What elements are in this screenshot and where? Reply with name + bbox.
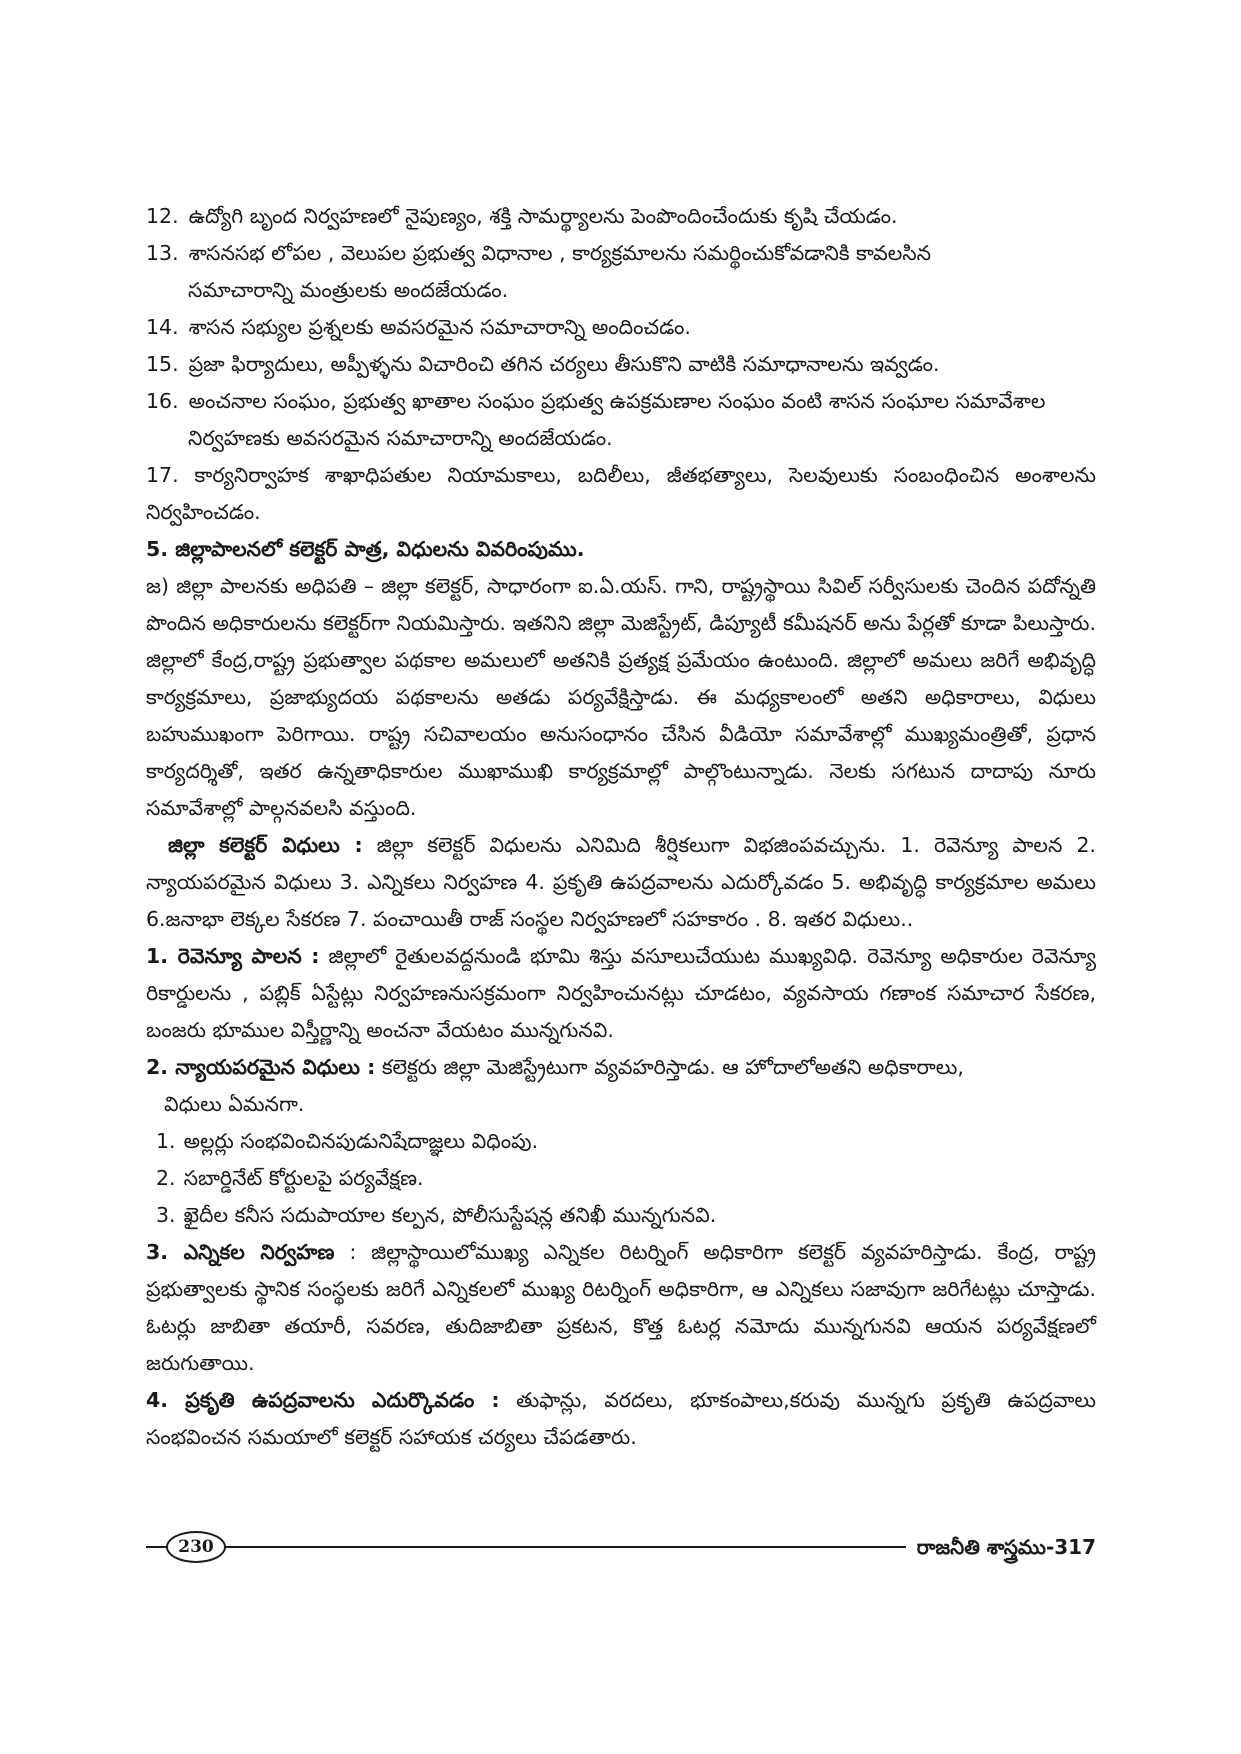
list-text: సబార్డినేట్ కోర్టులపై పర్యవేక్షణ. [183, 1166, 424, 1190]
judicial-label: 2. న్యాయపరమైన విధులు : [146, 1055, 376, 1079]
judicial-item-3 [146, 1197, 1096, 1234]
list-number: 1. [156, 1129, 176, 1153]
elections-label: 3. ఎన్నికల నిర్వహణ [146, 1240, 335, 1264]
disasters-label: 4. ప్రకృతి ఉపద్రవాలను ఎదుర్కొవడం : [146, 1388, 500, 1412]
disasters-paragraph [146, 1382, 1096, 1456]
list-number: 2. [156, 1166, 176, 1190]
list-number: 16. [146, 389, 179, 413]
collector-duties-paragraph [146, 827, 1096, 938]
list-text: ఖైదీల కనీస సదుపాయాల కల్పన, పోలీసుస్టేషన్ల తనిఖీ మున్నగునవి. [183, 1203, 717, 1227]
list-text: అంచనాల సంఘం, ప్రభుత్వ ఖాతాల సంఘం ప్రభుత్వ ఉపక్రమణాల సంఘం వంటి శాసన సంఘాల సమావేశాల [188, 389, 1046, 413]
list-item-17 [146, 457, 1096, 531]
question-heading: 5. జిల్లాపాలనలో కలెక్టర్ పాత్ర, విధులను వివరింపుము. [146, 537, 585, 561]
judicial-text: కలెక్టరు జిల్లా మెజిస్ట్రేటుగా వ్యవహరిస్తాడు. ఆ హోదాలోఅతని అధికారాలు, [375, 1055, 964, 1079]
list-text: ఉద్యోగి బృంద నిర్వహణలో నైపుణ్యం, శక్తి సామర్థ్యాలను పెంపొందించేందుకు కృషి చేయడం. [188, 204, 898, 228]
list-item-14 [146, 309, 1096, 346]
list-number: 17. [146, 463, 179, 487]
list-item-16 [146, 383, 1096, 420]
page-body [146, 198, 1096, 1456]
list-text: ప్రజా ఫిర్యాదులు, అప్పీళ్ళను విచారించి తగిన చర్యలు తీసుకొని వాటికి సమాధానాలను ఇవ్వడం. [188, 352, 940, 376]
disasters-text: తుఫాన్లు, వరదలు, భూకంపాలు,కరువు మున్నగు ప్రకృతి ఉపద్రవాలు సంభవించన సమయాలో కలెక్టర్ సహాయక చర్యలు చేపడతారు. [146, 1388, 1096, 1449]
list-item-13-continuation: సమాచారాన్ని మంత్రులకు అందజేయడం. [188, 278, 509, 302]
collector-duties-label: జిల్లా కలెక్టర్ విధులు : [168, 833, 363, 857]
list-text: శాసనసభ లోపల , వెలుపల ప్రభుత్వ విధానాల , కార్యక్రమాలను సమర్థించుకోవడానికి కావలసిన [188, 241, 932, 265]
revenue-label: 1. రెవెన్యూ పాలన : [146, 944, 320, 968]
judicial-item-2 [146, 1160, 1096, 1197]
list-text: అల్లర్లు సంభవించినపుడునిషేదాజ్ఞలు విధింపు. [183, 1129, 539, 1153]
judicial-continuation: విధులు ఏమనగా. [164, 1092, 305, 1116]
list-number: 13. [146, 241, 179, 265]
list-number: 12. [146, 204, 179, 228]
elections-text: : జిల్లాస్థాయిలోముఖ్య ఎన్నికల రిటర్నింగ్ అధికారిగా కలెక్టర్ వ్యవహరిస్తాడు. కేంద్ర, రాష్ట్ర ప్రభుత్వాలకు స్థానిక సంస్థలకు జరిగే ఎన్నికలలో ముఖ్య రిటర్నింగ్ అధికారిగా, ఆ ఎన్నికలు సజావుగా జరిగేటట్లు చూస్తాడు. ఓటర్లు జాబితా తయారీ, సవరణ, తుదిజాబితా ప్రకటన, కొత్త ఓటర్ల నమోదు మున్నగునవి ఆయన పర్యవేక్షణలో జరుగుతాయి. [146, 1240, 1096, 1375]
list-number: 3. [156, 1203, 176, 1227]
collector-duties-text: జిల్లా కలెక్టర్ విధులను ఎనిమిది శీర్షికలుగా విభజింపవచ్చును. 1. రెవెన్యూ పాలన 2. న్యాయపరమైన విధులు 3. ఎన్నికలు నిర్వహణ 4. ప్రకృతి ఉపద్రవాలను ఎదుర్కోవడం 5. అభివృద్ధి కార్యక్రమాల అమలు 6.జనాభా లెక్కల సేకరణ 7. పంచాయితీ రాజ్ సంస్థల నిర్వహణలో సహకారం . 8. ఇతర విధులు.. [146, 833, 1097, 931]
judicial-paragraph [146, 1049, 1096, 1086]
list-number: 14. [146, 315, 179, 339]
page-number: 230 [166, 1531, 226, 1563]
footer-rule [146, 1546, 906, 1548]
list-item-15 [146, 346, 1096, 383]
revenue-text: జిల్లాలో రైతులవద్దనుండి భూమి శిస్తు వసూలుచేయుట ముఖ్యవిధి. రెవెన్యూ అధికారుల రెవెన్యూ రికార్డులను , పబ్లిక్ ఏస్టేట్లు నిర్వహణనుసక్రమంగా నిర్వహించునట్లు చూడటం, వ్యవసాయ గణాంక సమాచార సేకరణ, బంజరు భూముల విస్తీర్ణాన్ని అంచనా వేయటం మున్నగునవి. [146, 944, 1096, 1042]
answer-intro: జ) జిల్లా పాలనకు అధిపతి – జిల్లా కలెక్టర్, సాధారంగా ఐ.ఏ.యస్. గాని, రాష్ట్రస్థాయి సివిల్ సర్వీసులకు చెందిన పదోన్నతి పొందిన అధికారులను కలెక్టర్‌గా నియమిస్తారు. ఇతనిని జిల్లా మెజిస్ట్రేట్, డిప్యూటీ కమీషనర్ అను పేర్లతో కూడా పిలుస్తారు. జిల్లాలో కేంద్ర,రాష్ట్ర ప్రభుత్వాల పథకాల అమలులో అతనికి ప్రత్యక్ష ప్రమేయం ఉంటుంది. జిల్లాలో అమలు జరిగే అభివృద్ధి కార్యక్రమాలు, ప్రజాభ్యుదయ పథకాలను అతడు పర్యవేక్షిస్తాడు. ఈ మధ్యకాలంలో అతని అధికారాలు, విధులు బహుముఖంగా పెరిగాయి. రాష్ట్ర సచివాలయం అనుసంధానం చేసిన వీడియో సమావేశాల్లో ముఖ్యమంత్రితో, ప్రధాన కార్యదర్శితో, ఇతర ఉన్నతాధికారుల ముఖాముఖి కార్యక్రమాల్లో పాల్గొంటున్నాడు. నెలకు సగటున దాదాపు నూరు సమావేశాల్లో పాల్గనవలసి వస్తుంది. [146, 574, 1096, 820]
list-number: 15. [146, 352, 179, 376]
list-text: కార్యనిర్వాహక శాఖాధిపతుల నియామకాలు, బదిలీలు, జీతభత్యాలు, సెలవులుకు సంబంధించిన అంశాలను నిర్వహించడం. [146, 463, 1096, 524]
judicial-item-1 [146, 1123, 1096, 1160]
running-title: రాజనీతి శాస్త్రము-317 [916, 1535, 1096, 1559]
list-text: శాసన సభ్యుల ప్రశ్నలకు అవసరమైన సమాచారాన్ని అందించడం. [188, 315, 691, 339]
elections-paragraph [146, 1234, 1096, 1382]
list-item-12 [146, 198, 1096, 235]
list-item-16-continuation: నిర్వహణకు అవసరమైన సమాచారాన్ని అందజేయడం. [188, 426, 613, 450]
page-footer [146, 1530, 1096, 1564]
list-item-13 [146, 235, 1096, 272]
revenue-paragraph [146, 938, 1096, 1049]
